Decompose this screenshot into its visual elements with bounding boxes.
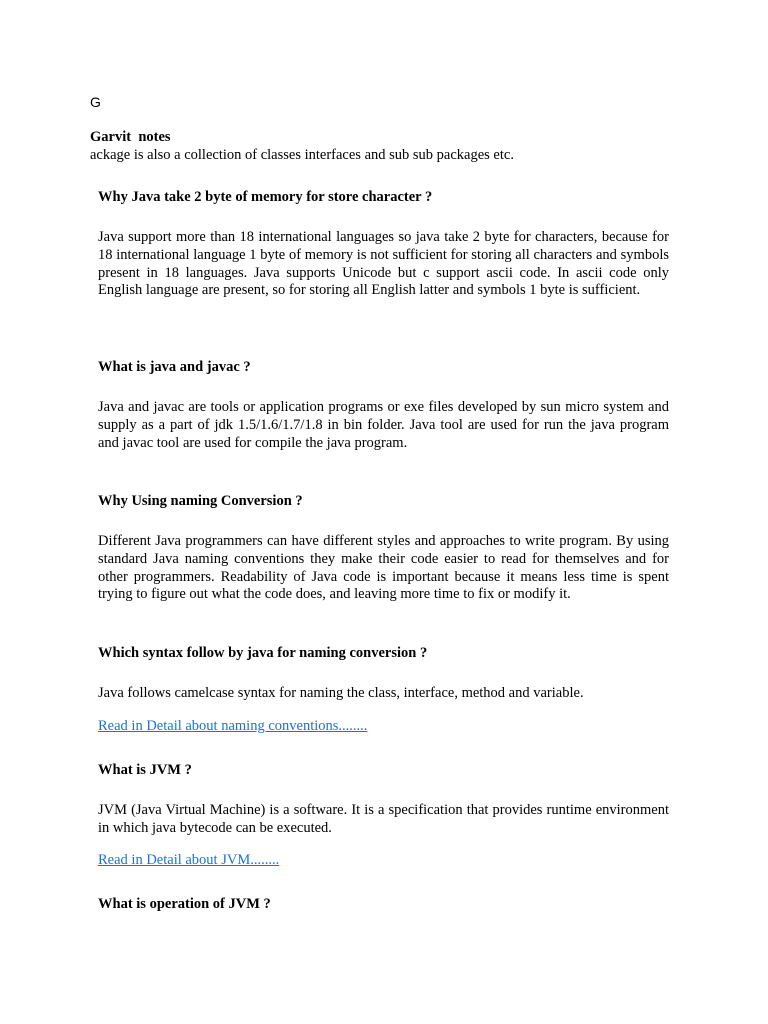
jvm-link-wrapper [98, 852, 669, 870]
question-heading: What is operation of JVM ? [98, 896, 271, 912]
naming-conventions-link-wrapper [98, 718, 669, 736]
question-heading: Why Using naming Conversion ? [98, 493, 303, 509]
question-heading: Which syntax follow by java for naming conversion ? [98, 645, 428, 661]
intro-text: ackage is also a collection of classes interfaces and sub sub packages etc. [90, 147, 514, 163]
page-initial: G [90, 94, 101, 110]
answer-paragraph: Java support more than 18 international languages so java take 2 byte for characters, because for 18 international language 1 byte of memory is not sufficient for storing all characters and symbols present in 18 languages. Java supports Unicode but c support ascii code. In ascii code only English language are present, so for storing all English latter and symbols 1 byte is sufficient. [98, 229, 669, 299]
answer-paragraph: Java and javac are tools or application programs or exe files developed by sun micro system and supply as a part of jdk 1.5/1.6/1.7/1.8 in bin folder. Java tool are used for run the java program and javac tool are used for compile the java program. [98, 399, 669, 451]
answer-paragraph: Different Java programmers can have different styles and approaches to write program. By using standard Java naming conventions they make their code easier to read for themselves and for other programmers. Readability of Java code is important because it means less time is spent trying to figure out what the code does, and leaving more time to fix or modify it. [98, 533, 669, 603]
jvm-detail-link[interactable]: Read in Detail about JVM........ [98, 852, 280, 868]
naming-conventions-link[interactable]: Read in Detail about naming conventions........ [98, 718, 368, 734]
question-heading: What is java and javac ? [98, 359, 251, 375]
question-heading: What is JVM ? [98, 762, 192, 778]
answer-paragraph: Java follows camelcase syntax for naming the class, interface, method and variable. [98, 685, 584, 701]
answer-paragraph: JVM (Java Virtual Machine) is a software. It is a specification that provides runtime environment in which java bytecode can be executed. [98, 802, 669, 836]
question-heading: Why Java take 2 byte of memory for store character ? [98, 189, 433, 205]
notes-title: Garvit notes [90, 129, 171, 145]
